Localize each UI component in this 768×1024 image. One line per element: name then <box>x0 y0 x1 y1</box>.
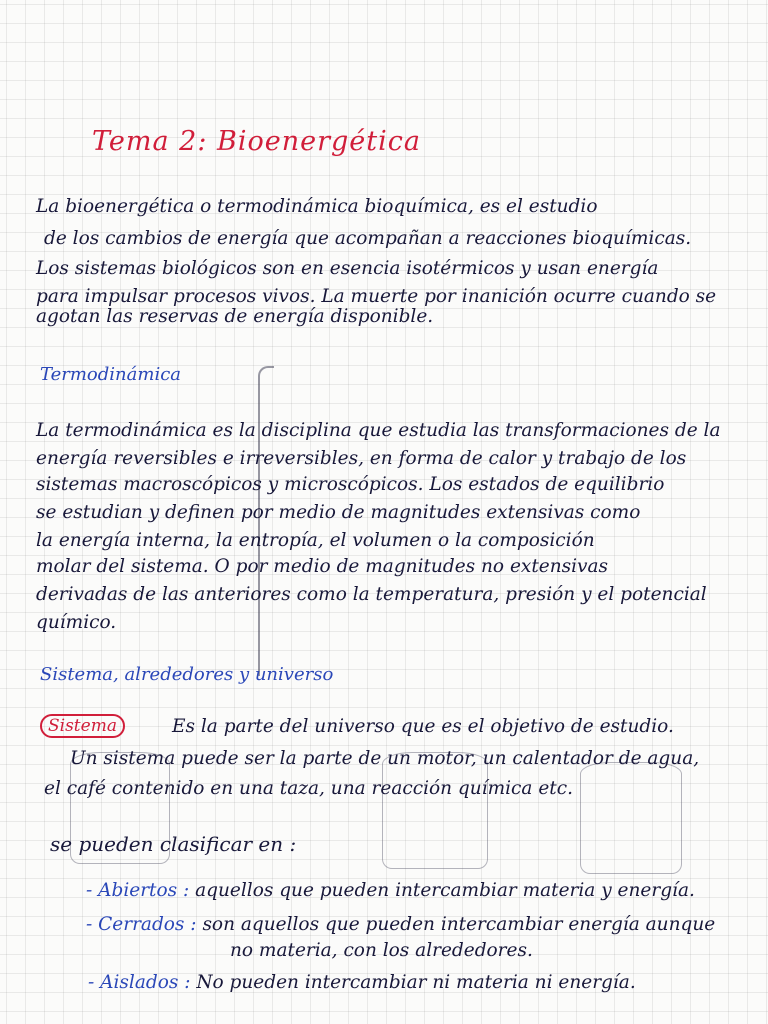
closed-system-sketch <box>382 752 488 869</box>
sistema-definition: Es la parte del universo que es el objetivo de estudio. <box>172 716 674 737</box>
body-line: químico. <box>36 612 117 633</box>
intro-line: agotan las reservas de energía disponible. <box>36 306 434 327</box>
intro-line: de los cambios de energía que acompañan a reacciones bioquímicas. <box>44 228 692 249</box>
body-line: derivadas de las anteriores como la temperatura, presión y el potencial <box>36 584 707 605</box>
list-item <box>86 880 695 901</box>
sistema-label: Sistema <box>40 714 125 738</box>
list-term: - Aislados : <box>88 972 191 993</box>
list-term: - Abiertos : <box>86 880 190 901</box>
body-line: La termodinámica es la disciplina que estudia las transformaciones de la <box>36 420 721 441</box>
section-heading-sistema: Sistema, alrededores y universo <box>40 664 334 685</box>
isolated-system-sketch <box>580 762 682 874</box>
section-heading-termodinamica: Termodinámica <box>40 364 182 385</box>
list-desc: no materia, con los alrededores. <box>230 940 533 961</box>
classify-line: se pueden clasificar en : <box>50 832 297 856</box>
list-item <box>88 972 636 993</box>
list-term: - Cerrados : <box>86 914 197 935</box>
body-line: molar del sistema. O por medio de magnitudes no extensivas <box>36 556 609 577</box>
body-line: Un sistema puede ser la parte de un motor, un calentador de agua, <box>70 748 700 769</box>
body-line: la energía interna, la entropía, el volumen o la composición <box>36 530 595 551</box>
list-desc: son aquellos que pueden intercambiar energía aunque <box>202 914 716 935</box>
list-desc: aquellos que pueden intercambiar materia y energía. <box>195 880 695 901</box>
page-title: Tema 2: Bioenergética <box>92 126 421 157</box>
list-item <box>86 914 715 935</box>
list-item <box>230 940 533 961</box>
list-desc: No pueden intercambiar ni materia ni energía. <box>196 972 636 993</box>
body-line: se estudian y definen por medio de magnitudes extensivas como <box>36 502 641 523</box>
intro-line: La bioenergética o termodinámica bioquímica, es el estudio <box>36 196 598 217</box>
intro-line: Los sistemas biológicos son en esencia isotérmicos y usan energía <box>36 258 659 279</box>
body-line: energía reversibles e irreversibles, en forma de calor y trabajo de los <box>36 448 687 469</box>
body-line: sistemas macroscópicos y microscópicos. Los estados de equilibrio <box>36 474 665 495</box>
body-line: el café contenido en una taza, una reacción química etc. <box>44 778 573 799</box>
intro-line: para impulsar procesos vivos. La muerte por inanición ocurre cuando se <box>36 286 717 307</box>
